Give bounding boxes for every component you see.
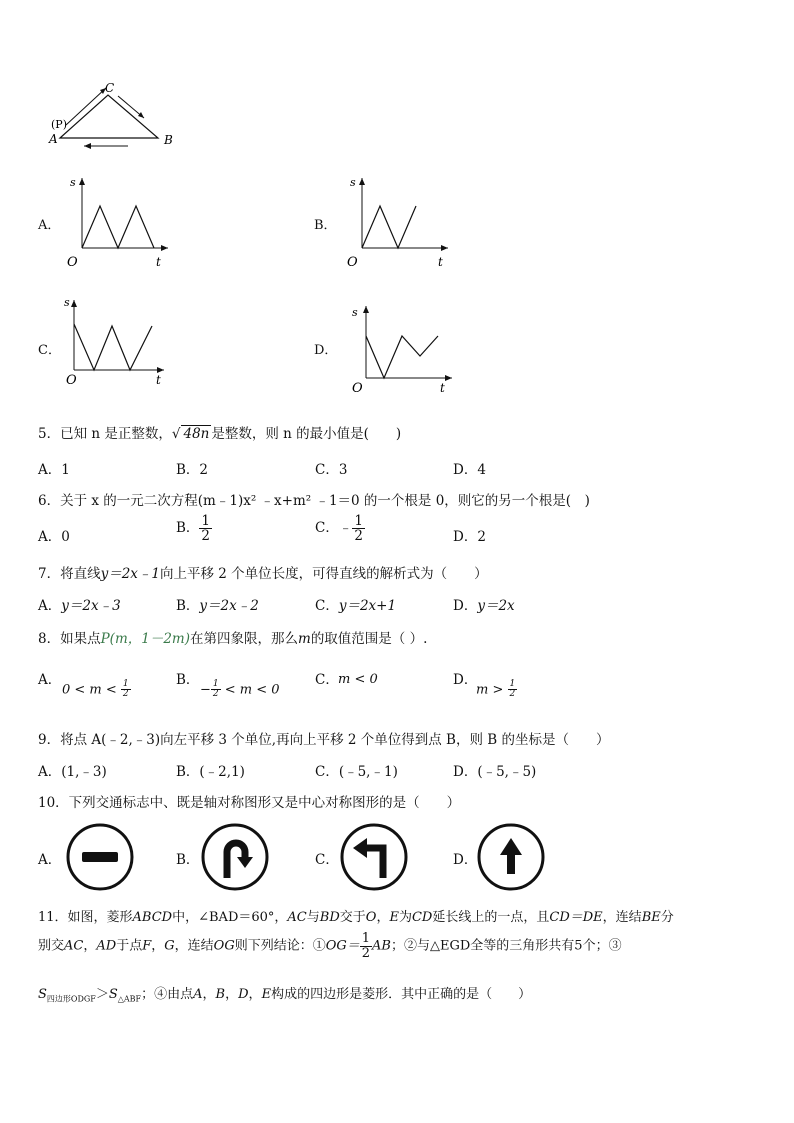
q8-option-a-label: A． [38,672,62,688]
q4-graph-c [64,294,184,394]
q4c-origin-label: O [66,373,77,388]
vertex-p-label: (P) [51,118,67,131]
q7-option-a[interactable]: A．y＝2x﹣3 [38,598,121,614]
q10-option-b-label: B． [176,852,200,868]
q8-stem: 8．如果点P(m，1－2m)在第四象限，那么m的取值范围是（ ）. [38,631,428,647]
q5-option-b[interactable]: B．2 [176,462,209,478]
q4b-s-label: s [350,176,356,189]
q10-option-c-label: C． [315,852,339,868]
q8-option-c[interactable]: m < 0 [338,672,378,687]
q8-option-b[interactable]: − $\frac{1}{2}$ < m < 0 [200,679,280,700]
q11-line-2: 别交AC，AD于点F，G，连结OG则下列结论：①OG＝ $\frac{1}{2}$ AB；②与△EGD全等的三角形共有5个；③ [38,931,622,961]
q8-option-d-label: D． [453,672,478,688]
vertex-a-label: A [49,132,58,146]
q7-option-b[interactable]: B．y＝2x﹣2 [176,598,259,614]
q4-option-b-label: B． [314,218,337,233]
q4b-t-label: t [438,255,443,269]
q4-graph-b [344,172,464,272]
vertex-b-label: B [164,133,173,147]
q6-stem: 6．关于 x 的一元二次方程(m﹣1)x² ﹣x+m² ﹣1＝0 的一个根是 0，则它的另一个根是( ) [38,493,590,509]
q4c-s-label: s [64,296,70,309]
q9-option-c[interactable]: C．(﹣5,﹣1) [315,764,398,780]
straight-ahead-sign-icon[interactable] [476,822,546,892]
q9-option-d[interactable]: D．(﹣5,﹣5) [453,764,537,780]
q4-option-c-label: C． [38,343,61,358]
q10-option-d-label: D． [453,852,478,868]
q8-option-a[interactable]: 0 < m < $\frac{1}{2}$ [62,679,129,700]
sqrt-symbol: √ [171,426,181,442]
q5-option-a[interactable]: A．1 [38,462,70,478]
q7-option-d[interactable]: D．y＝2x [453,598,515,614]
q4a-s-label: s [70,176,76,189]
q6-option-d[interactable]: D．2 [453,529,486,545]
q4d-origin-label: O [352,381,363,396]
no-entry-sign-icon[interactable] [65,822,135,892]
q10-option-a-label: A． [38,852,62,868]
q4a-t-label: t [156,255,161,269]
q5-stem: 5．已知 n 是正整数，√ 48n 是整数，则 n 的最小值是( ) [38,426,402,442]
q10-stem: 10．下列交通标志中、既是轴对称图形又是中心对称图形的是（ ） [38,795,461,811]
q4-option-d-label: D． [314,343,338,358]
q7-option-c[interactable]: C．y＝2x+1 [315,598,397,614]
q5-option-d[interactable]: D．4 [453,462,486,478]
q9-option-b[interactable]: B．(﹣2,1) [176,764,245,780]
q4d-s-label: s [352,306,358,319]
q4-graph-d [348,300,468,400]
q9-stem: 9．将点 A(﹣2,﹣3)向左平移 3 个单位,再向上平移 2 个单位得到点 B，则 B 的坐标是（ ） [38,732,610,748]
q9-option-a[interactable]: A．(1,﹣3) [38,764,107,780]
q4-option-a-label: A． [38,218,61,233]
q11-line-3: $S_{四边形ODGF}>S_{\triangle ABF}$；④由点A，B，D，E构成的四边形是菱形．其中正确的是（ ） [38,987,532,1004]
q7-stem: 7．将直线y＝2x﹣1向上平移 2 个单位长度，可得直线的解析式为（ ） [38,566,488,582]
q6-option-b[interactable]: B． $\frac{1}{2}$ [176,513,211,545]
u-turn-sign-icon[interactable] [200,822,270,892]
q4b-origin-label: O [347,255,358,270]
q8-option-d[interactable]: m > $\frac{1}{2}$ [476,679,516,700]
turn-left-sign-icon[interactable] [339,822,409,892]
q11-line-1: 11．如图，菱形ABCD中，∠BAD＝60°，AC与BD交于O，E为CD延长线上的一点，且CD＝DE，连结BE分 [38,910,674,925]
q4-graph-a [64,172,184,272]
q4d-t-label: t [440,381,445,395]
q8-option-b-label: B． [176,672,200,688]
q4a-origin-label: O [67,255,78,270]
q5-option-c[interactable]: C．3 [315,462,348,478]
q8-option-c-label: C． [315,672,339,688]
q4c-t-label: t [156,373,161,387]
vertex-c-label: C [105,81,115,95]
q6-option-c[interactable]: C．﹣ $\frac{1}{2}$ [315,513,363,545]
triangle-figure [48,80,188,155]
q6-option-a[interactable]: A．0 [38,529,70,545]
